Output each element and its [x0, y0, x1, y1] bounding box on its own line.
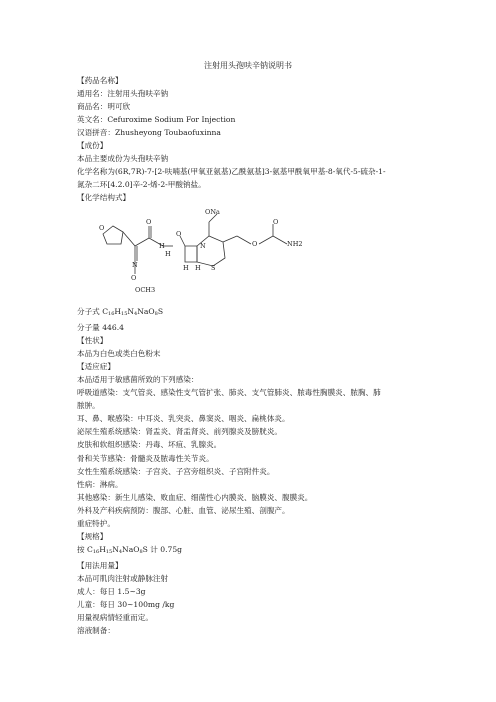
line-chemical-name-1: 化学名称为(6R,7R)-7-[2-呋喃基(甲氧亚氨基)乙酰氨基]3-氨基甲酰氧甲基-8-氧代-5-硫杂-1- — [77, 167, 386, 177]
struct-label-ona: ONa — [205, 208, 220, 216]
spec-prefix: 按 — [77, 544, 85, 554]
line-route: 本品可肌肉注射或静脉注射 — [77, 573, 169, 583]
line-solution-prep: 溶液制备： — [77, 626, 115, 636]
line-heading-dosage: 【用法用量】 — [77, 560, 123, 570]
line-heading-appearance: 【性状】 — [77, 336, 108, 346]
formula-sub-h: 15 — [121, 311, 128, 317]
line-heading-spec: 【规格】 — [77, 531, 108, 541]
line-std: 性病：淋病。 — [77, 479, 123, 489]
line-heading-name: 【药品名称】 — [77, 76, 123, 85]
spec-formula-n: N — [112, 544, 119, 554]
struct-label-o-furan: O — [99, 224, 105, 232]
line-skin: 皮肤和软组织感染：丹毒、坏疽、乳腺炎。 — [77, 440, 222, 450]
struct-label-o-oxime: O — [131, 274, 137, 282]
bottom-section — [77, 305, 472, 637]
line-generic-name: 通用名：注射用头孢呋辛钠 — [77, 89, 169, 99]
formula-sub-c: 16 — [108, 311, 115, 317]
formula-prefix: 分子式 — [77, 307, 100, 316]
structure-diagram — [95, 206, 320, 301]
struct-label-o-ester: O — [252, 240, 258, 248]
line-main-ingredient: 本品主要成份为头孢呋辛钠 — [77, 154, 169, 164]
formula-part-s: S — [157, 307, 164, 316]
spec-formula-h: H — [99, 544, 106, 554]
struct-label-h-1: H — [183, 264, 189, 272]
struct-label-nh2: NH2 — [287, 240, 303, 248]
line-appearance: 本品为白色或类白色粉末 — [77, 349, 161, 359]
spec-formula-nao: NaO — [122, 544, 140, 554]
struct-label-h-2: H — [195, 264, 201, 272]
line-indications-intro: 本品适用于敏感菌所致的下列感染： — [77, 375, 199, 385]
line-dose-note: 用量视病情轻重而定。 — [77, 613, 153, 623]
formula-part-nao: NaO — [137, 307, 155, 316]
formula-part-c: C — [102, 307, 109, 316]
line-prophylaxis: 外科及产科疾病预防：腹部、心脏、血管、泌尿生殖、剖腹产。 — [77, 505, 290, 515]
formula-sub-n: 4 — [134, 311, 138, 317]
formula-sub-o: 8 — [154, 311, 158, 317]
line-ent: 耳、鼻、喉感染：中耳炎、乳突炎、鼻窦炎、咽炎、扁桃体炎。 — [77, 414, 290, 424]
furan-ring — [103, 226, 123, 244]
struct-label-o-carbamate: O — [273, 218, 279, 226]
line-chemical-name-2: 氮杂二环[4.2.0]辛-2-烯-2-甲酸钠盐。 — [77, 180, 206, 190]
struct-label-o-lactam: O — [176, 230, 182, 238]
line-trade-name: 商品名：明可欣 — [77, 102, 131, 112]
spec-formula-c: C — [87, 544, 93, 554]
line-heading-composition: 【成份】 — [77, 141, 108, 151]
spec-sub-o: 8 — [139, 548, 143, 555]
spec-formula-s: S — [142, 544, 148, 554]
document-title: 注射用头孢呋辛钠说明书 — [204, 61, 292, 70]
struct-label-och3: OCH3 — [135, 286, 156, 294]
line-molecular-formula — [77, 305, 472, 321]
struct-label-h-nh: H — [165, 250, 171, 258]
line-other: 其他感染：新生儿感染、败血症、细菌性心内膜炎、脑膜炎、腹膜炎。 — [77, 492, 313, 502]
line-pinyin: 汉语拼音：Zhusheyong Toubaofuxinna — [77, 128, 221, 138]
line-spec — [77, 543, 472, 559]
spec-sub-n: 4 — [118, 548, 123, 555]
struct-label-n-ring: N — [200, 242, 206, 250]
formula-part-h: H — [114, 307, 122, 316]
line-urogenital: 泌尿生殖系统感染：肾盂炎、肾盂肾炎、前列腺炎及膀胱炎。 — [77, 427, 283, 437]
spec-sub-c: 16 — [92, 548, 100, 555]
line-female: 女性生殖系统感染：子宫炎、子宫旁组织炎、子宫附件炎。 — [77, 466, 275, 476]
spec-suffix: 计 0.75g — [150, 544, 183, 554]
line-respiratory-1: 呼吸道感染：支气管炎、感染性支气管扩张、肺炎、支气管肺炎、脓毒性胸膜炎、脓胸、肺 — [77, 388, 381, 398]
struct-label-nh: H — [159, 242, 165, 250]
formula-part-n: N — [127, 307, 135, 316]
struct-label-n-oxime: N — [132, 261, 138, 269]
line-heading-indications: 【适应症】 — [77, 362, 115, 372]
struct-label-s: S — [211, 264, 216, 272]
line-english-name: 英文名：Cefuroxime Sodium For Injection — [77, 115, 236, 125]
spec-sub-h: 15 — [105, 548, 113, 555]
line-icu: 重症特护。 — [77, 518, 115, 528]
line-respiratory-2: 脓肿。 — [77, 401, 100, 411]
line-child-dose: 儿童：每日 30~100mg /kg — [77, 600, 175, 610]
lactam-ring — [185, 246, 197, 262]
thiazine-ring — [197, 236, 225, 266]
chemical-structure — [95, 206, 320, 301]
line-bone: 骨和关节感染：骨髓炎及脓毒性关节炎。 — [77, 453, 214, 463]
line-heading-structure: 【化学结构式】 — [77, 193, 131, 203]
line-adult-dose: 成人：每日 1.5~3g — [77, 586, 146, 596]
line-molecular-weight: 分子量 446.4 — [77, 323, 124, 333]
struct-label-o-amide: O — [146, 218, 152, 226]
top-section — [77, 74, 472, 204]
